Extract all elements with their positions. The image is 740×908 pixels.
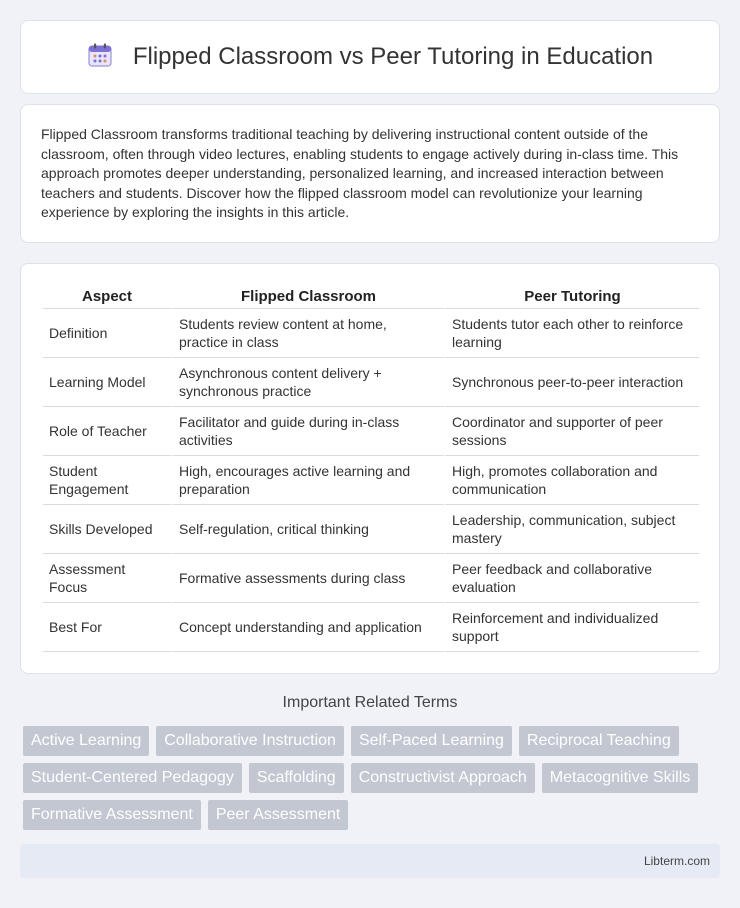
header-card	[20, 20, 720, 94]
cell-aspect: Student Engagement	[43, 456, 171, 505]
related-terms-title: Important Related Terms	[282, 694, 458, 711]
related-terms-list	[23, 726, 723, 830]
cell-aspect: Learning Model	[43, 358, 171, 407]
cell-peer: High, promotes collaboration and communication	[444, 456, 699, 505]
cell-flipped: Students review content at home, practice in class	[171, 309, 444, 358]
table-row	[43, 309, 699, 358]
cell-aspect: Role of Teacher	[43, 407, 171, 456]
cell-flipped: High, encourages active learning and preparation	[171, 456, 444, 505]
term-tag[interactable]: Reciprocal Teaching	[519, 726, 679, 756]
table-row	[43, 554, 699, 603]
footer	[20, 844, 720, 878]
cell-peer: Leadership, communication, subject mastery	[444, 505, 699, 554]
cell-flipped: Concept understanding and application	[171, 603, 444, 652]
cell-peer: Coordinator and supporter of peer sessions	[444, 407, 699, 456]
term-tag[interactable]: Formative Assessment	[23, 800, 201, 830]
table-row	[43, 407, 699, 456]
cell-flipped: Asynchronous content delivery + synchronous practice	[171, 358, 444, 407]
term-tag[interactable]: Student-Centered Pedagogy	[23, 763, 242, 793]
header-aspect: Aspect	[43, 284, 171, 309]
cell-aspect: Best For	[43, 603, 171, 652]
term-tag[interactable]: Peer Assessment	[208, 800, 349, 830]
term-tag[interactable]: Constructivist Approach	[351, 763, 535, 793]
cell-peer: Reinforcement and individualized support	[444, 603, 699, 652]
cell-peer: Peer feedback and collaborative evaluation	[444, 554, 699, 603]
cell-flipped: Self-regulation, critical thinking	[171, 505, 444, 554]
page-title: Flipped Classroom vs Peer Tutoring in Education	[132, 43, 654, 70]
calendar-icon	[87, 42, 113, 73]
term-tag[interactable]: Active Learning	[23, 726, 149, 756]
table-row	[43, 505, 699, 554]
term-tag[interactable]: Self-Paced Learning	[351, 726, 512, 756]
table-header-row	[43, 284, 699, 309]
header-peer-tutoring: Peer Tutoring	[444, 284, 699, 309]
cell-flipped: Formative assessments during class	[171, 554, 444, 603]
table-row	[43, 358, 699, 407]
comparison-table	[43, 284, 699, 652]
term-tag[interactable]: Collaborative Instruction	[156, 726, 344, 756]
cell-aspect: Definition	[43, 309, 171, 358]
cell-flipped: Facilitator and guide during in-class activities	[171, 407, 444, 456]
header-flipped-classroom: Flipped Classroom	[171, 284, 444, 309]
cell-peer: Synchronous peer-to-peer interaction	[444, 358, 699, 407]
intro-card	[20, 104, 720, 243]
term-tag[interactable]: Metacognitive Skills	[542, 763, 699, 793]
cell-aspect: Assessment Focus	[43, 554, 171, 603]
term-tag[interactable]: Scaffolding	[249, 763, 344, 793]
intro-paragraph: Flipped Classroom transforms traditional teaching by delivering instructional content outside of the classroom, often through video lectures, enabling students to engage actively during in-class time. This approach promotes deeper understanding, personalized learning, and increased interaction between teachers and students. Discover how the flipped classroom model can revolutionize your learning experience by exploring the insights in this article.	[41, 126, 679, 220]
table-row	[43, 603, 699, 652]
footer-site-link[interactable]: Libterm.com	[643, 854, 710, 868]
comparison-card	[20, 263, 720, 674]
cell-aspect: Skills Developed	[43, 505, 171, 554]
cell-peer: Students tutor each other to reinforce learning	[444, 309, 699, 358]
table-row	[43, 456, 699, 505]
